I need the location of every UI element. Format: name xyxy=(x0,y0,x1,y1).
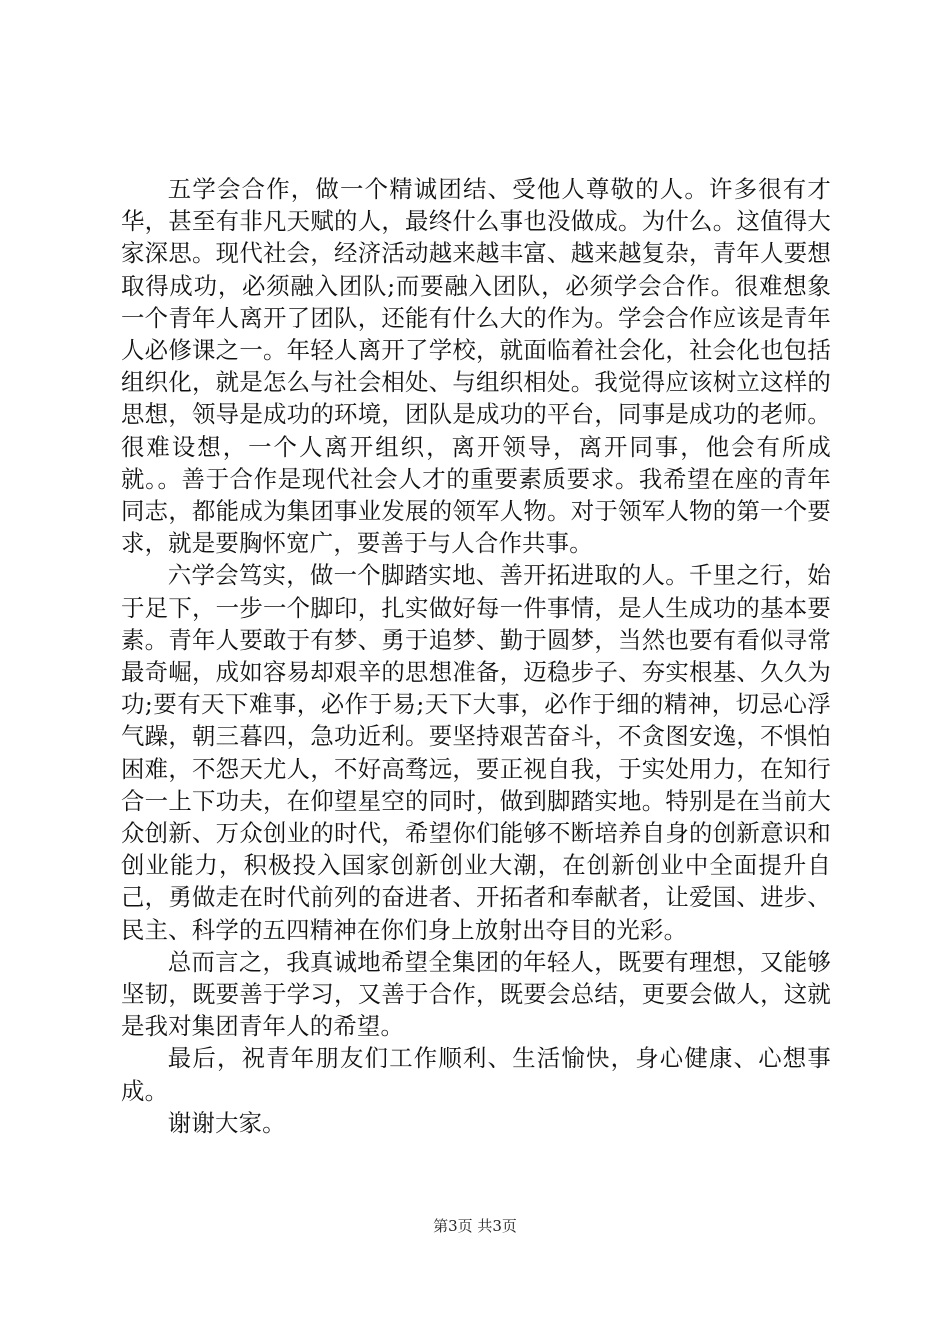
document-body xyxy=(121,173,831,1139)
paragraph-summary: 总而言之，我真诚地希望全集团的年轻人，既要有理想，又能够坚韧，既要善于学习，又善于合作，既要会总结，更要会做人，这就是我对集团青年人的希望。 xyxy=(121,947,831,1041)
paragraph-cooperation: 五学会合作，做一个精诚团结、受他人尊敬的人。许多很有才华，甚至有非凡天赋的人，最终什么事也没做成。为什么。这值得大家深思。现代社会，经济活动越来越丰富、越来越复杂，青年人要想取得成功，必须融入团队;而要融入团队，必须学会合作。很难想象一个青年人离开了团队，还能有什么大的作为。学会合作应该是青年人必修课之一。年轻人离开了学校，就面临着社会化，社会化也包括组织化，就是怎么与社会相处、与组织相处。我觉得应该树立这样的思想，领导是成功的环境，团队是成功的平台，同事是成功的老师。很难设想，一个人离开组织，离开领导，离开同事，他会有所成就。。善于合作是现代社会人才的重要素质要求。我希望在座的青年同志，都能成为集团事业发展的领军人物。对于领军人物的第一个要求，就是要胸怀宽广，要善于与人合作共事。 xyxy=(121,175,831,558)
paragraph-diligence: 六学会笃实，做一个脚踏实地、善开拓进取的人。千里之行，始于足下，一步一个脚印，扎实做好每一件事情，是人生成功的基本要素。青年人要敢于有梦、勇于追梦、勤于圆梦，当然也要有看似寻常最奇崛，成如容易却艰辛的思想准备，迈稳步子、夯实根基、久久为功;要有天下难事，必作于易;天下大事，必作于细的精神，切忌心浮气躁，朝三暮四，急功近利。要坚持艰苦奋斗，不贪图安逸，不惧怕困难，不怨天尤人，不好高骛远，要正视自我，于实处用力，在知行合一上下功夫，在仰望星空的同时，做到脚踏实地。特别是在当前大众创新、万众创业的时代，希望你们能够不断培养自身的创新意识和创业能力，积极投入国家创新创业大潮，在创新创业中全面提升自己，勇做走在时代前列的奋进者、开拓者和奉献者，让爱国、进步、民主、科学的五四精神在你们身上放射出夺目的光彩。 xyxy=(121,561,831,944)
paragraph-thanks: 谢谢大家。 xyxy=(167,1108,286,1137)
paragraph-wishes: 最后，祝青年朋友们工作顺利、生活愉快，身心健康、心想事成。 xyxy=(121,1044,831,1105)
page-footer: 第3页 共3页 xyxy=(433,1217,517,1235)
